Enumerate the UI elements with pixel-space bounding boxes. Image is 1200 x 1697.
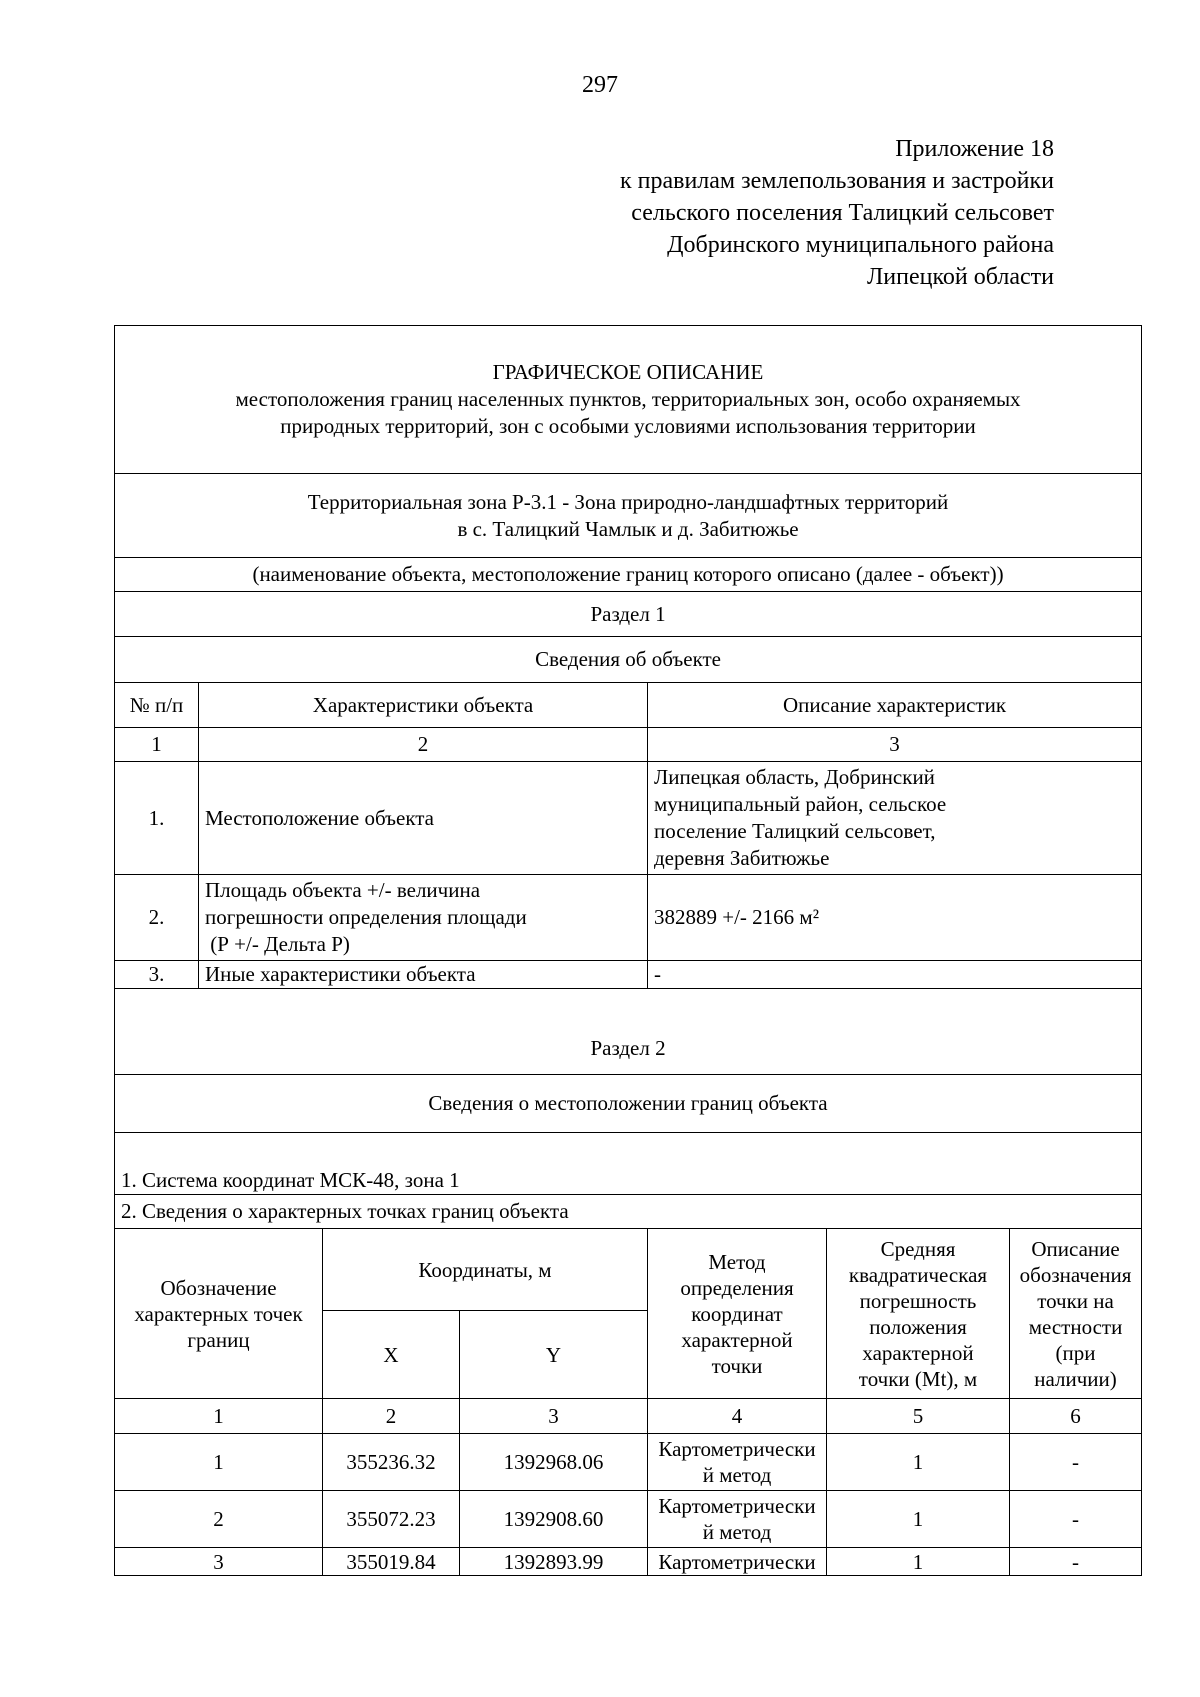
point-error: 1 [827,1548,1010,1576]
title-row [115,326,1142,474]
text-line: определения [680,1275,794,1300]
text-line: 382889 +/- 2166 м² [654,905,820,929]
row-number: 3. [115,961,199,989]
text-line: Обозначение [160,1275,277,1300]
graphic-description-table [114,325,1142,1576]
section2-subtitle: Сведения о местоположении границ объекта [115,1075,1142,1133]
col-number: 1 [115,1399,323,1434]
section1-subtitle-row [115,637,1142,683]
point-id: 2 [115,1491,323,1548]
coord-system: 1. Система координат МСК-48, зона 1 [115,1133,1142,1195]
section2-title: Раздел 2 [115,989,1142,1075]
row-characteristic [199,762,648,875]
text-line: характерных точек [134,1301,303,1326]
header-characteristics: Характеристики объекта [199,683,648,728]
point-x: 355072.23 [323,1491,460,1548]
row-description [648,875,1142,961]
section1-title: Раздел 1 [115,592,1142,637]
point-y: 1392893.99 [460,1548,648,1576]
coord-system-row [115,1133,1142,1195]
header-designation [115,1229,323,1399]
point-error: 1 [827,1434,1010,1491]
point-description: - [1010,1491,1142,1548]
text-line: Иные характеристики объекта [205,962,476,986]
text-line: - [654,962,661,986]
text-line: положения [869,1314,967,1339]
point-x: 355019.84 [323,1548,460,1576]
points-title-row [115,1195,1142,1229]
col-number: 1 [115,728,199,762]
point-y: 1392968.06 [460,1434,648,1491]
header-point-description [1010,1229,1142,1399]
header-error [827,1229,1010,1399]
table-row [115,1548,1142,1576]
appendix-line: Добринского муниципального района [667,232,1054,258]
zone-name: Территориальная зона Р-3.1 - Зона природно-ландшафтных территорий [307,489,949,514]
text-line: Картометрически [658,1494,816,1518]
appendix-line: к правилам землепользования и застройки [619,168,1054,194]
text-line: Метод [708,1249,766,1274]
row-number: 1. [115,762,199,875]
text-line: координат [691,1301,783,1326]
table-row [115,762,1142,875]
text-line: Картометрически [658,1549,816,1574]
text-line: деревня Забитюжье [654,846,830,870]
header-num: № п/п [115,683,199,728]
header-method [648,1229,827,1399]
section2-title-row [115,989,1142,1075]
table-row [115,875,1142,961]
point-method [648,1548,827,1576]
header-description: Описание характеристик [648,683,1142,728]
text-line: Липецкая область, Добринский [654,765,935,789]
section2-subtitle-row [115,1075,1142,1133]
point-description: - [1010,1434,1142,1491]
col-number: 2 [323,1399,460,1434]
header-y: Y [460,1311,648,1399]
text-line: погрешности определения площади [205,905,527,929]
text-line: Площадь объекта +/- величина [205,878,481,902]
text-line: квадратическая [848,1262,988,1287]
col-number: 6 [1010,1399,1142,1434]
col-number: 5 [827,1399,1010,1434]
text-line: наличии) [1034,1366,1117,1391]
point-id: 1 [115,1434,323,1491]
zone-row [115,474,1142,558]
points-title: 2. Сведения о характерных точках границ объекта [115,1195,1142,1229]
text-line: поселение Талицкий сельсовет, [654,819,936,843]
object-caption-row [115,558,1142,592]
text-line: характерной [681,1327,793,1352]
table-row [115,961,1142,989]
col-number: 3 [648,728,1142,762]
appendix-line: сельского поселения Талицкий сельсовет [631,200,1054,226]
appendix-line: Приложение 18 [895,136,1054,162]
row-description [648,961,1142,989]
text-line: Местоположение объекта [205,805,435,830]
table-row [115,1434,1142,1491]
row-characteristic [199,961,648,989]
point-id: 3 [115,1548,323,1576]
appendix-header [620,133,1054,293]
text-line: обозначения [1019,1262,1132,1287]
text-line: й метод [702,1463,772,1487]
point-x: 355236.32 [323,1434,460,1491]
object-caption: (наименование объекта, местоположение границ которого описано (далее - объект)) [115,558,1142,592]
section1-numbers-row [115,728,1142,762]
text-line: погрешность [859,1288,977,1313]
text-line: (Р +/- Дельта Р) [205,932,350,956]
section1-header-row [115,683,1142,728]
section1-subtitle: Сведения об объекте [115,637,1142,683]
text-line: муниципальный район, сельское [654,792,947,816]
row-characteristic [199,875,648,961]
page-number: 297 [582,72,618,98]
text-line: Описание [1031,1236,1120,1261]
point-description: - [1010,1548,1142,1576]
point-method [648,1434,827,1491]
row-description [648,762,1142,875]
text-line: точки [711,1353,763,1378]
doc-subtitle: местоположения границ населенных пунктов, территориальных зон, особо охраняемых [235,387,1021,411]
col-number: 2 [199,728,648,762]
table-row [115,1491,1142,1548]
text-line: характерной [862,1340,974,1365]
text-line: местности (при [1028,1314,1123,1365]
points-header-row [115,1229,1142,1311]
section1-title-row [115,592,1142,637]
col-number: 4 [648,1399,827,1434]
doc-title: ГРАФИЧЕСКОЕ ОПИСАНИЕ [492,360,764,384]
appendix-line: Липецкой области [867,264,1054,290]
point-method [648,1491,827,1548]
header-x: X [323,1311,460,1399]
points-col-numbers-row [115,1399,1142,1434]
row-number: 2. [115,875,199,961]
text-line: й метод [702,1520,772,1544]
doc-subtitle: природных территорий, зон с особыми условиями использования территории [280,414,976,438]
header-coordinates: Координаты, м [323,1229,648,1311]
zone-location: в с. Талицкий Чамлык и д. Забитюжье [457,516,799,541]
point-y: 1392908.60 [460,1491,648,1548]
text-line: точки на [1037,1288,1114,1313]
text-line: Картометрически [658,1437,816,1461]
text-line: Средняя [880,1236,956,1261]
point-error: 1 [827,1491,1010,1548]
col-number: 3 [460,1399,648,1434]
text-line: границ [187,1327,250,1352]
text-line: точки (Mt), м [858,1366,978,1391]
